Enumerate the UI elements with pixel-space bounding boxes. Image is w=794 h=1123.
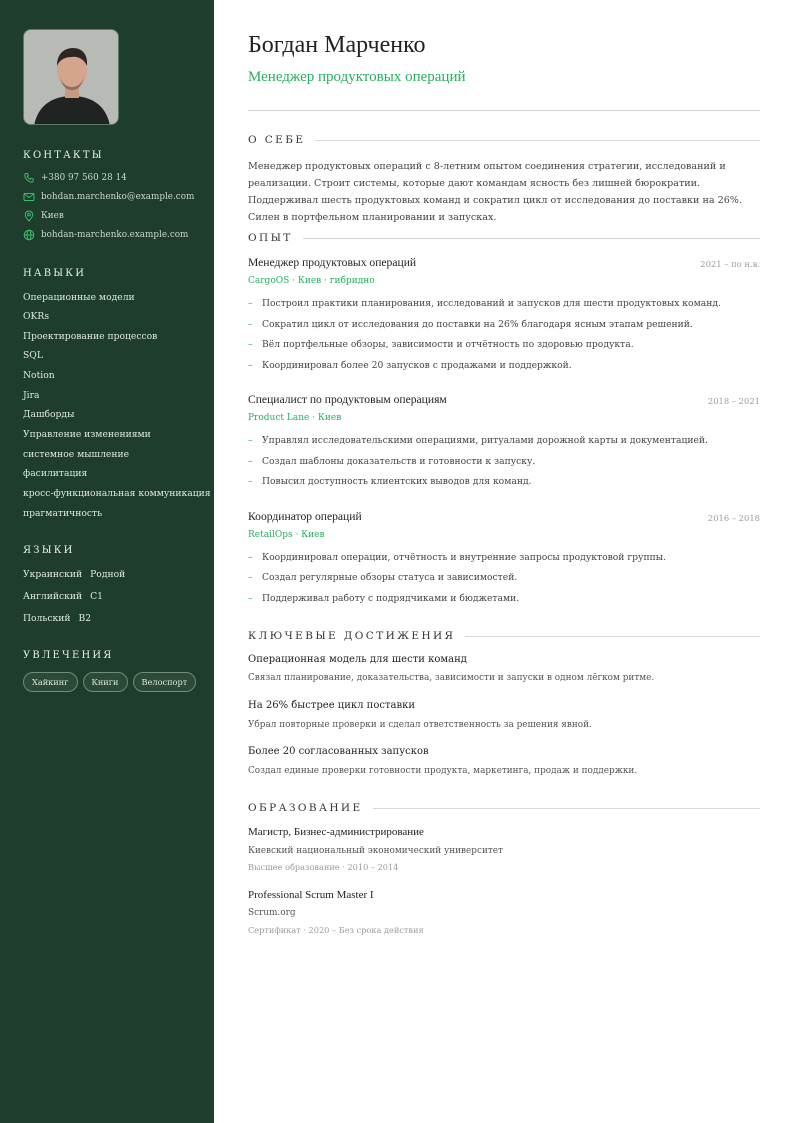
interest-chip: Книги (83, 672, 128, 692)
language-item (23, 613, 91, 624)
job-bullet: – Сократил цикл от исследования до поставки на 26% благодаря ясным этапам решений. (248, 319, 693, 330)
education-section-heading (248, 802, 760, 814)
contact-email[interactable] (23, 191, 194, 203)
profile-photo (23, 29, 119, 125)
job-bullet: – Вёл портфельные обзоры, зависимости и отчётность по здоровью продукта. (248, 339, 634, 350)
achievement-title: Более 20 согласованных запусков (248, 746, 429, 757)
contact-website[interactable] (23, 229, 188, 241)
achievements-heading: КЛЮЧЕВЫЕ ДОСТИЖЕНИЯ (248, 630, 456, 642)
education-school: Scrum.org (248, 908, 296, 918)
education-meta: Высшее образование · 2010 – 2014 (248, 862, 399, 872)
skill-item: кросс-функциональная коммуникация (23, 488, 211, 499)
experience-section-heading (248, 232, 760, 244)
job-bullet: – Создал шаблоны доказательств и готовности к запуску. (248, 456, 536, 467)
job-bullet-text: Координировал операции, отчётность и внутренние запросы продуктовой группы. (262, 552, 666, 563)
job-bullet-text: Создал регулярные обзоры статуса и зависимостей. (262, 572, 518, 583)
job-bullet-text: Вёл портфельные обзоры, зависимости и отчётность по здоровью продукта. (262, 339, 634, 350)
job-bullet-text: Управлял исследовательскими операциями, ритуалами дорожной карты и документацией. (262, 435, 708, 446)
contact-phone[interactable] (23, 172, 127, 184)
job-bullet-text: Поддерживал работу с подрядчиками и бюджетами. (262, 593, 520, 604)
main-content (248, 0, 760, 1123)
skills-heading: НАВЫКИ (23, 268, 87, 279)
language-name: Польский (23, 613, 71, 624)
globe-icon (23, 229, 35, 241)
skill-item: Управление изменениями (23, 429, 151, 440)
achievement-title: На 26% быстрее цикл поставки (248, 700, 415, 711)
job-bullet: – Управлял исследовательскими операциями, ритуалами дорожной карты и документацией. (248, 435, 708, 446)
divider (315, 140, 760, 141)
header-divider (248, 110, 760, 111)
languages-heading: ЯЗЫКИ (23, 545, 75, 556)
job-bullet: – Создал регулярные обзоры статуса и зависимостей. (248, 572, 518, 583)
interests-heading: УВЛЕЧЕНИЯ (23, 650, 114, 661)
contact-phone-text: +380 97 560 28 14 (41, 173, 127, 183)
divider (465, 636, 760, 637)
job-company: Product Lane · Киев (248, 413, 342, 423)
achievement-text: Создал единые проверки готовности продукта, маркетинга, продаж и поддержки. (248, 766, 638, 776)
job-bullet-text: Координировал более 20 запусков с продажами и поддержкой. (262, 360, 572, 371)
job-bullet: – Построил практики планирования, исследований и запусков для шести продуктовых команд. (248, 298, 721, 309)
job-bullet-text: Сократил цикл от исследования до поставки на 26% благодаря ясным этапам решений. (262, 319, 693, 330)
contact-location-text: Киев (41, 211, 64, 221)
contact-website-text: bohdan-marchenko.example.com (41, 230, 189, 240)
skill-item: Jira (23, 390, 40, 401)
skill-item: системное мышление (23, 449, 130, 460)
mail-icon (23, 191, 35, 203)
interest-chip: Хайкинг (23, 672, 78, 692)
education-title: Магистр, Бизнес-администрирование (248, 826, 424, 838)
job-company: RetailOps · Киев (248, 530, 325, 540)
divider (303, 238, 760, 239)
interests-chips (23, 672, 196, 692)
job-bullet-text: Повысил доступность клиентских выводов для команд. (262, 476, 532, 487)
job-title: Специалист по продуктовым операциям (248, 393, 447, 406)
skill-item: прагматичность (23, 508, 103, 519)
job-dates: 2016 – 2018 (707, 513, 760, 523)
language-name: Украинский (23, 569, 83, 580)
job-dates: 2018 – 2021 (707, 396, 760, 406)
job-dates: 2021 – по н.в. (700, 259, 760, 269)
achievement-text: Связал планирование, доказательства, зависимости и запуски в одном лёгком ритме. (248, 673, 655, 683)
contacts-heading: КОНТАКТЫ (23, 150, 104, 161)
job-title: Менеджер продуктовых операций (248, 256, 417, 269)
language-level: C1 (90, 591, 104, 602)
about-section-heading (248, 134, 760, 146)
job-bullet-text: Построил практики планирования, исследований и запусков для шести продуктовых команд. (262, 298, 721, 309)
skill-item: Проектирование процессов (23, 331, 158, 342)
job-bullet: – Поддерживал работу с подрядчиками и бюджетами. (248, 593, 520, 604)
skill-item: SQL (23, 350, 43, 361)
experience-heading: ОПЫТ (248, 232, 293, 244)
education-heading: ОБРАЗОВАНИЕ (248, 802, 363, 814)
job-bullet: – Повысил доступность клиентских выводов для команд. (248, 476, 532, 487)
achievement-title: Операционная модель для шести команд (248, 654, 467, 665)
language-name: Английский (23, 591, 83, 602)
about-heading: О СЕБЕ (248, 134, 306, 146)
job-bullet: – Координировал более 20 запусков с продажами и поддержкой. (248, 360, 572, 371)
education-meta: Сертификат · 2020 – Без срока действия (248, 925, 424, 935)
education-title: Professional Scrum Master I (248, 889, 374, 901)
job-bullet: – Координировал операции, отчётность и внутренние запросы продуктовой группы. (248, 552, 666, 563)
interest-chip: Велоспорт (133, 672, 197, 692)
contact-location (23, 210, 64, 222)
skill-item: Операционные модели (23, 292, 135, 303)
language-level: B2 (78, 613, 92, 624)
job-company: CargoOS · Киев · гибридно (248, 276, 375, 286)
language-level: Родной (90, 569, 126, 580)
person-role: Менеджер продуктовых операций (248, 69, 466, 85)
location-icon (23, 210, 35, 222)
language-item (23, 569, 125, 580)
contact-email-text: bohdan.marchenko@example.com (41, 192, 195, 202)
person-name: Богдан Марченко (248, 32, 426, 58)
about-text: Менеджер продуктовых операций с 8-летним опытом соединения стратегии, исследований и реализации. Строит системы, которые дают командам ясность без лишней бюрократии. Поддерживал шесть продуктовых команд и сократил цикл от исследования до поставки на 26%. Силен в портфельном планировании и запусках. (248, 161, 742, 223)
skill-item: Notion (23, 370, 55, 381)
achievement-text: Убрал повторные проверки и сделал ответственность за решения явной. (248, 720, 592, 730)
phone-icon (23, 172, 35, 184)
skill-item: Дашборды (23, 409, 75, 420)
skill-item: фасилитация (23, 468, 88, 479)
education-school: Киевский национальный экономический университет (248, 846, 503, 856)
skill-item: OKRs (23, 311, 50, 322)
job-bullet-text: Создал шаблоны доказательств и готовности к запуску. (262, 456, 536, 467)
sidebar (0, 0, 214, 1123)
divider (373, 808, 760, 809)
language-item (23, 591, 103, 602)
achievements-section-heading (248, 630, 760, 642)
job-title: Координатор операций (248, 510, 362, 523)
